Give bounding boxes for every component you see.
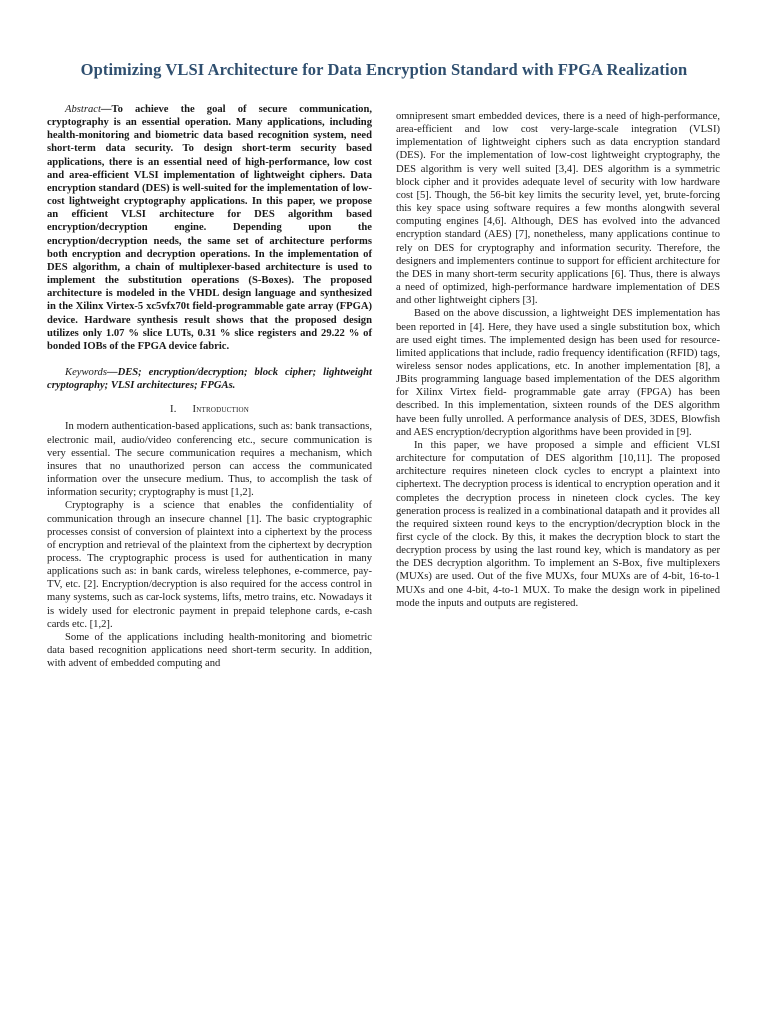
paragraph: Some of the applications including health-monitoring and biometric data based recognition applications need short-term security. In addition, with advent of embedded computing and — [47, 631, 372, 670]
right-column — [396, 110, 720, 610]
paragraph: omnipresent smart embedded devices, there is a need of high-performance, area-efficient and low cost very-large-scale integration (VLSI) implementation of lightweight ciphers such as data encryption standard (DES). For the implementation of low-cost lightweight cryptography, the DES algorithm is very well suited [3,4]. DES algorithm is a symmetric block cipher and it provides adequate level of security with low hardware cost [5]. Though, the 56-bit key limits the security level, yet, brute-forcing this key space using software requires a few months alongwith several computing engines [4,6]. Although, DES has evolved into the advanced encryption standard (AES) [7], nonetheless, many applications continue to rely on DES for cryptography and information security. Therefore, the designers and implementers continue to support for efficient architecture for the DES in many short-term security applications [6]. Thus, there is always a need of optimized, high-performance hardware implementation of DES and other lightweight ciphers [3]. — [396, 111, 720, 307]
paragraph: Based on the above discussion, a lightweight DES implementation has been reported in [4]. Here, they have used a single substitution box, which are used eight times. The implemented design has been used for resource-limited applications that include, radio frequency identification (RFID) tags, wireless sensor nodes applications, etc. In another implementation [8], a JBits programming language based implementation of the DES algorithm for Xilinx Virtex field- programmable gate array (FPGA) has been described. In this implementation, sixteen rounds of the DES algorithm have been fully unrolled. A performance analysis of DES, 3DES, Blowfish and AES encryption/decryption algorithms have been provided in [9]. — [396, 308, 720, 438]
abstract-label: Abstract — [65, 104, 101, 115]
paragraph: Cryptography is a science that enables the confidentiality of communication through an insecure channel [1]. The basic cryptographic processes consist of conversion of plaintext into a ciphertext by the process of encryption and retrieval of the plaintext from the ciphertext by decryption process. The cryptographic process is used for authentication in many applications such as: in bank cards, wireless telephones, e-commerce, pay-TV, etc. [2]. Encryption/decryption is also required for the access control in many systems, such as car-lock systems, lifts, metro trains, etc. Nowadays it is widely used for electronic payment in prepaid telephone cards, e-cash cards etc. [1,2]. — [47, 500, 372, 630]
keywords-text: —DES; encryption/decryption; block cipher; lightweight cryptography; VLSI architectures; FPGAs. — [47, 366, 372, 392]
abstract — [47, 103, 372, 353]
left-column — [47, 103, 372, 670]
section-number: I. — [169, 404, 177, 416]
abstract-text: —To achieve the goal of secure communication, cryptography is an essential operation. Many applications, including health-monitoring and biometric data based recognition system, need short-term data security. To design short-term security based applications, there is an essential need of high-performance, low cost and area-efficient VLSI implementation of lightweight ciphers. Data encryption standard (DES) is well-suited for the implementation of low-cost lightweight cryptography applications. In this paper, we propose an efficient VLSI architecture for DES algorithm based encryption/decryption engine. Depending upon the encryption/decryption needs, the same set of architecture performs both encryption and decryption operations. In the implementation of DES algorithm, a chain of multiplexer-based architecture is used to implement the substitution operations (S-Boxes). The proposed architecture is modeled in the VHDL design language and synthesized in the Xilinx Virtex-5 xc5vfx70t field-programmable gate array (FPGA) device. Hardware synthesis result shows that the proposed design utilizes only 1.07 % slice LUTs, 0.31 % slice registers and 29.22 % of bonded IOBs of the FPGA device fabric. — [47, 104, 372, 352]
paper-title: Optimizing VLSI Architecture for Data Encryption Standard with FPGA Realization — [80, 60, 688, 79]
section-heading — [47, 403, 372, 416]
keywords-label: Keywords — [65, 366, 107, 378]
paragraph: In this paper, we have proposed a simple and efficient VLSI architecture for computation of DES algorithm [10,11]. The proposed architecture requires nineteen clock cycles to encrypt a plaintext into ciphertext. The decryption process is identical to encryption operation and it completes the decryption process in nineteen clock cycles. The key generation process is realized in a combinational datapath and it provides all the required sixteen round keys to the encryption/decryption block in the first cycle of the clock. By this, it makes the decryption block to start the decryption process by using the last round key, which is mandatory as per the DES decryption algorithm. To implement an S-Box, five multiplexers (MUXs) are used. Out of the five MUXs, four MUXs are of 4-bit, 16-to-1 MUXs and one 4-bit, 4-to-1 MUX. To make the design work in pipelined mode the inputs and outputs are registered. — [396, 439, 720, 609]
keywords — [47, 366, 372, 392]
section-title: Introduction — [192, 404, 250, 416]
paragraph: In modern authentication-based applications, such as: bank transactions, electronic mail, audio/video conferencing etc., secure communication is very essential. The secure communication requires a mechanism, which insures that no unauthorized person can access the communicated information over the unsecure medium. Thus, to accomplish the task of information security; cryptography is must [1,2]. — [47, 421, 372, 499]
